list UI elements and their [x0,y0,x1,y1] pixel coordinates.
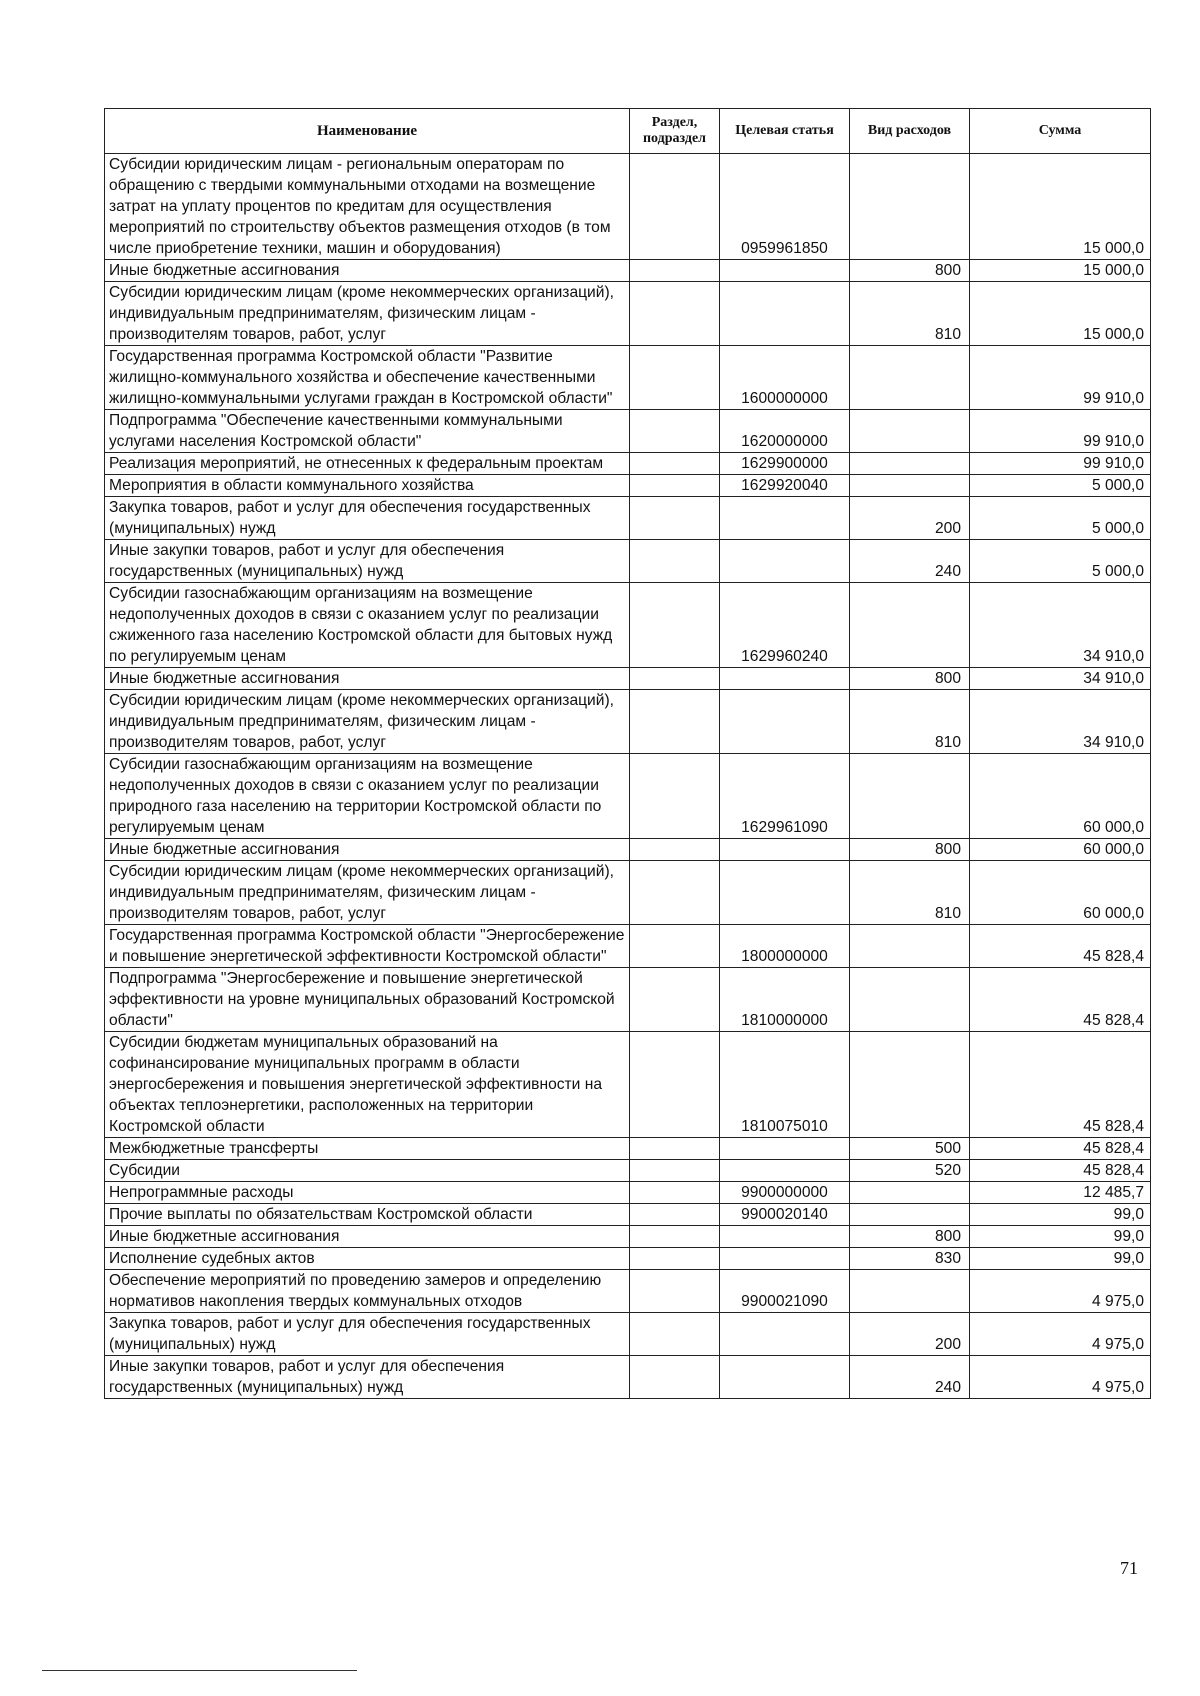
cell-type [850,1204,970,1226]
cell-name: Подпрограмма "Обеспечение качественными коммунальными услугами населения Костромской области" [105,410,630,453]
table-body [105,154,1151,1399]
cell-type: 800 [850,839,970,861]
cell-section [630,690,720,754]
cell-name: Исполнение судебных актов [105,1248,630,1270]
cell-target: 1629900000 [720,453,850,475]
cell-type: 810 [850,690,970,754]
cell-name: Иные бюджетные ассигнования [105,668,630,690]
cell-name: Иные бюджетные ассигнования [105,1226,630,1248]
cell-target [720,690,850,754]
cell-type: 240 [850,1356,970,1399]
cell-target: 1629961090 [720,754,850,839]
cell-sum: 99 910,0 [970,453,1151,475]
cell-section [630,583,720,668]
cell-section [630,453,720,475]
cell-target [720,1356,850,1399]
table-row [105,453,1151,475]
cell-section [630,1356,720,1399]
header-sum: Сумма [970,109,1151,154]
table-row [105,1160,1151,1182]
table-row [105,1313,1151,1356]
cell-sum: 15 000,0 [970,260,1151,282]
cell-target [720,1248,850,1270]
cell-section [630,475,720,497]
cell-name: Обеспечение мероприятий по проведению замеров и определению нормативов накопления твердых коммунальных отходов [105,1270,630,1313]
header-section: Раздел, подраздел [630,109,720,154]
cell-name: Мероприятия в области коммунального хозяйства [105,475,630,497]
cell-type: 200 [850,497,970,540]
cell-section [630,1270,720,1313]
cell-section [630,540,720,583]
cell-target [720,260,850,282]
cell-name: Иные бюджетные ассигнования [105,260,630,282]
cell-sum: 4 975,0 [970,1313,1151,1356]
cell-type: 830 [850,1248,970,1270]
cell-section [630,410,720,453]
table-row [105,1226,1151,1248]
cell-target [720,861,850,925]
table-row [105,668,1151,690]
cell-target: 0959961850 [720,154,850,260]
cell-type: 810 [850,282,970,346]
cell-section [630,839,720,861]
cell-sum: 5 000,0 [970,475,1151,497]
cell-section [630,1204,720,1226]
header-type: Вид расходов [850,109,970,154]
cell-name: Прочие выплаты по обязательствам Костромской области [105,1204,630,1226]
table-row [105,583,1151,668]
cell-section [630,925,720,968]
cell-name: Закупка товаров, работ и услуг для обеспечения государственных (муниципальных) нужд [105,1313,630,1356]
table-row [105,282,1151,346]
cell-target: 1800000000 [720,925,850,968]
cell-sum: 5 000,0 [970,540,1151,583]
cell-section [630,1182,720,1204]
cell-sum: 99 910,0 [970,346,1151,410]
cell-type [850,410,970,453]
table-row [105,968,1151,1032]
table-row [105,925,1151,968]
cell-sum: 60 000,0 [970,839,1151,861]
cell-section [630,968,720,1032]
cell-sum: 45 828,4 [970,1138,1151,1160]
cell-target [720,497,850,540]
cell-name: Реализация мероприятий, не отнесенных к федеральным проектам [105,453,630,475]
table-row [105,410,1151,453]
cell-target [720,1226,850,1248]
table-row [105,475,1151,497]
cell-section [630,861,720,925]
cell-section [630,282,720,346]
cell-target: 1600000000 [720,346,850,410]
cell-sum: 34 910,0 [970,690,1151,754]
cell-sum: 34 910,0 [970,668,1151,690]
header-row [105,109,1151,154]
cell-name: Государственная программа Костромской области "Развитие жилищно-коммунального хозяйства и обеспечение качественными жилищно-коммунальными услугами граждан в Костромской области" [105,346,630,410]
header-target: Целевая статья [720,109,850,154]
cell-sum: 45 828,4 [970,968,1151,1032]
table-row [105,1204,1151,1226]
table-row [105,839,1151,861]
cell-section [630,754,720,839]
cell-sum: 5 000,0 [970,497,1151,540]
table-row [105,497,1151,540]
header-name: Наименование [105,109,630,154]
cell-name: Субсидии юридическим лицам (кроме некоммерческих организаций), индивидуальным предпринимателям, физическим лицам - производителям товаров, работ, услуг [105,282,630,346]
cell-name: Субсидии газоснабжающим организациям на возмещение недополученных доходов в связи с оказанием услуг по реализации природного газа населению на территории Костромской области по регулируемым ценам [105,754,630,839]
cell-name: Государственная программа Костромской области "Энергосбережение и повышение энергетической эффективности Костромской области" [105,925,630,968]
cell-target [720,839,850,861]
cell-target: 1620000000 [720,410,850,453]
cell-target [720,1138,850,1160]
cell-section [630,1226,720,1248]
table-row [105,154,1151,260]
table-row [105,540,1151,583]
cell-type [850,453,970,475]
cell-section [630,668,720,690]
cell-type: 810 [850,861,970,925]
cell-name: Закупка товаров, работ и услуг для обеспечения государственных (муниципальных) нужд [105,497,630,540]
footer-rule [42,1670,357,1671]
cell-type [850,1270,970,1313]
table-row [105,754,1151,839]
cell-type: 520 [850,1160,970,1182]
cell-sum: 99,0 [970,1204,1151,1226]
cell-type [850,583,970,668]
table-row [105,1356,1151,1399]
cell-type [850,475,970,497]
cell-type [850,968,970,1032]
cell-target: 1810000000 [720,968,850,1032]
cell-sum: 60 000,0 [970,861,1151,925]
cell-sum: 4 975,0 [970,1356,1151,1399]
cell-name: Иные закупки товаров, работ и услуг для обеспечения государственных (муниципальных) нужд [105,540,630,583]
cell-sum: 34 910,0 [970,583,1151,668]
cell-name: Иные бюджетные ассигнования [105,839,630,861]
cell-name: Субсидии юридическим лицам (кроме некоммерческих организаций), индивидуальным предпринимателям, физическим лицам - производителям товаров, работ, услуг [105,861,630,925]
cell-name: Иные закупки товаров, работ и услуг для обеспечения государственных (муниципальных) нужд [105,1356,630,1399]
cell-target [720,540,850,583]
cell-sum: 4 975,0 [970,1270,1151,1313]
cell-type [850,1182,970,1204]
cell-section [630,1138,720,1160]
cell-sum: 15 000,0 [970,154,1151,260]
cell-section [630,1032,720,1138]
table-row [105,260,1151,282]
cell-name: Межбюджетные трансферты [105,1138,630,1160]
cell-target [720,282,850,346]
cell-target: 1629920040 [720,475,850,497]
cell-name: Непрограммные расходы [105,1182,630,1204]
cell-type [850,1032,970,1138]
table-row [105,861,1151,925]
cell-type [850,154,970,260]
cell-section [630,1248,720,1270]
cell-sum: 99,0 [970,1248,1151,1270]
cell-section [630,1313,720,1356]
cell-type: 240 [850,540,970,583]
cell-target [720,668,850,690]
cell-target: 9900021090 [720,1270,850,1313]
cell-type [850,754,970,839]
cell-sum: 45 828,4 [970,1032,1151,1138]
budget-table [104,108,1151,1399]
cell-name: Подпрограмма "Энергосбережение и повышение энергетической эффективности на уровне муниципальных образований Костромской области" [105,968,630,1032]
cell-section [630,346,720,410]
cell-type [850,925,970,968]
cell-type: 200 [850,1313,970,1356]
cell-name: Субсидии юридическим лицам (кроме некоммерческих организаций), индивидуальным предпринимателям, физическим лицам - производителям товаров, работ, услуг [105,690,630,754]
table-row [105,1182,1151,1204]
cell-sum: 99 910,0 [970,410,1151,453]
table-row [105,346,1151,410]
table-row [105,690,1151,754]
cell-section [630,260,720,282]
cell-sum: 45 828,4 [970,925,1151,968]
cell-target: 9900020140 [720,1204,850,1226]
cell-sum: 15 000,0 [970,282,1151,346]
table-header [105,109,1151,154]
cell-sum: 12 485,7 [970,1182,1151,1204]
cell-type [850,346,970,410]
cell-type: 800 [850,668,970,690]
table-row [105,1270,1151,1313]
cell-target [720,1160,850,1182]
cell-name: Субсидии бюджетам муниципальных образований на софинансирование муниципальных программ в области энергосбережения и повышения энергетической эффективности на объектах теплоэнергетики, расположенных на территории Костромской области [105,1032,630,1138]
cell-section [630,154,720,260]
cell-name: Субсидии юридическим лицам - региональным операторам по обращению с твердыми коммунальными отходами на возмещение затрат на уплату процентов по кредитам для осуществления мероприятий по строительству объектов размещения отходов (в том числе приобретение техники, машин и оборудования) [105,154,630,260]
cell-target: 9900000000 [720,1182,850,1204]
cell-section [630,497,720,540]
page-number: 71 [1120,1558,1138,1578]
cell-sum: 45 828,4 [970,1160,1151,1182]
cell-sum: 99,0 [970,1226,1151,1248]
cell-section [630,1160,720,1182]
table-row [105,1248,1151,1270]
cell-type: 800 [850,1226,970,1248]
cell-target [720,1313,850,1356]
cell-target: 1810075010 [720,1032,850,1138]
cell-type: 500 [850,1138,970,1160]
cell-target: 1629960240 [720,583,850,668]
cell-sum: 60 000,0 [970,754,1151,839]
table-row [105,1032,1151,1138]
cell-type: 800 [850,260,970,282]
cell-name: Субсидии газоснабжающим организациям на возмещение недополученных доходов в связи с оказанием услуг по реализации сжиженного газа населению Костромской области для бытовых нужд по регулируемым ценам [105,583,630,668]
table-row [105,1138,1151,1160]
cell-name: Субсидии [105,1160,630,1182]
